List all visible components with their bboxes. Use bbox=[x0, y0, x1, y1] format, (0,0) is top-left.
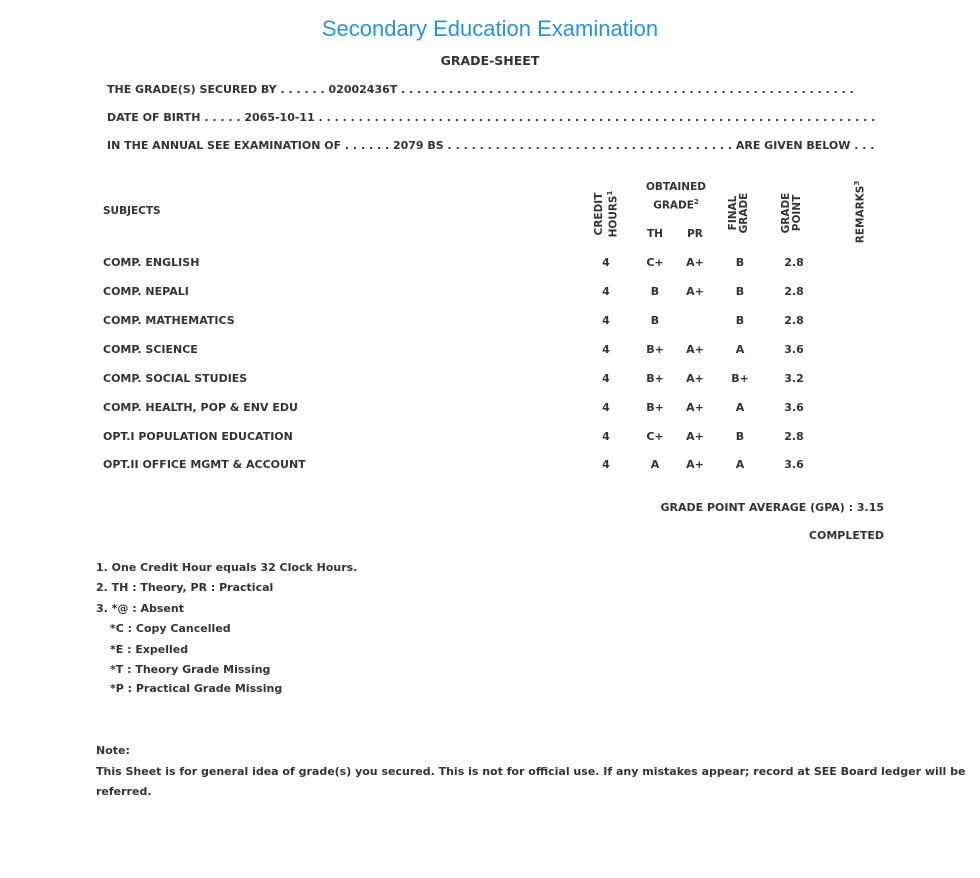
final-grade: B bbox=[735, 314, 745, 327]
practical-grade: A+ bbox=[686, 401, 704, 414]
subject-name: COMP. SOCIAL STUDIES bbox=[103, 372, 248, 385]
table-row bbox=[0, 401, 980, 417]
header-subjects: SUBJECTS bbox=[103, 205, 161, 217]
practical-grade: A+ bbox=[686, 372, 704, 385]
note-text-line1: This Sheet is for general idea of grade(s) you secured. This is not for official use. If any mistakes appear; record at SEE Board ledger will be bbox=[96, 765, 966, 778]
theory-grade: A bbox=[650, 458, 660, 471]
header-th: TH bbox=[647, 228, 663, 240]
header-pr: PR bbox=[687, 228, 703, 240]
footnote-1: 1. One Credit Hour equals 32 Clock Hours. bbox=[96, 561, 358, 574]
credit-hours: 4 bbox=[602, 458, 610, 471]
grade-point: 3.6 bbox=[784, 401, 804, 414]
theory-grade: B bbox=[650, 314, 660, 327]
grade-point: 3.6 bbox=[784, 458, 804, 471]
theory-grade: B+ bbox=[646, 372, 664, 385]
subject-name: COMP. NEPALI bbox=[103, 285, 189, 298]
practical-grade: A+ bbox=[686, 430, 704, 443]
header-obtained-grade bbox=[640, 198, 712, 212]
practical-grade: A+ bbox=[686, 343, 704, 356]
header-remarks bbox=[852, 172, 867, 252]
header-point-line2: POINT bbox=[791, 194, 803, 232]
header-obtained: OBTAINED bbox=[646, 181, 706, 193]
final-grade: A bbox=[735, 343, 745, 356]
note-text-line2: referred. bbox=[96, 785, 152, 798]
credit-hours: 4 bbox=[602, 430, 610, 443]
grade-point: 2.8 bbox=[784, 256, 804, 269]
page-subtitle: GRADE-SHEET bbox=[440, 53, 540, 68]
credit-hours: 4 bbox=[602, 256, 610, 269]
practical-grade: A+ bbox=[686, 285, 704, 298]
header-point-line1: GRADE bbox=[780, 192, 792, 234]
page-title: Secondary Education Examination bbox=[321, 16, 659, 41]
footnote-2: 2. TH : Theory, PR : Practical bbox=[96, 581, 274, 594]
final-grade: B bbox=[735, 256, 745, 269]
table-row bbox=[0, 314, 980, 330]
header-credit-sup: 1 bbox=[606, 190, 614, 196]
subject-name: OPT.I POPULATION EDUCATION bbox=[103, 430, 293, 443]
final-grade: A bbox=[735, 458, 745, 471]
theory-grade: C+ bbox=[646, 430, 664, 443]
table-row bbox=[0, 372, 980, 388]
subject-name: COMP. HEALTH, POP & ENV EDU bbox=[103, 401, 298, 414]
table-row bbox=[0, 458, 980, 474]
header-remarks-sup: 3 bbox=[853, 180, 861, 186]
subject-name: OPT.II OFFICE MGMT & ACCOUNT bbox=[103, 458, 306, 471]
info-exam-year: IN THE ANNUAL SEE EXAMINATION OF . . . . . . 2079 BS . . . . . . . . . . . . . . . . . . . . . . . . . . . . . . . . . . . . ARE GIVEN BELOW . . . bbox=[107, 139, 875, 152]
footnote-expelled: *E : Expelled bbox=[110, 643, 189, 656]
header-obtained-grade-label: GRADE bbox=[653, 199, 694, 212]
final-grade: B+ bbox=[731, 372, 749, 385]
table-row bbox=[0, 343, 980, 359]
practical-grade: A+ bbox=[686, 458, 704, 471]
subject-name: COMP. MATHEMATICS bbox=[103, 314, 235, 327]
grade-point: 3.6 bbox=[784, 343, 804, 356]
footnote-theory-missing: *T : Theory Grade Missing bbox=[110, 663, 271, 676]
gpa-summary: GRADE POINT AVERAGE (GPA) : 3.15 bbox=[660, 501, 884, 514]
grade-point: 2.8 bbox=[784, 285, 804, 298]
credit-hours: 4 bbox=[602, 314, 610, 327]
info-date-of-birth: DATE OF BIRTH . . . . . 2065-10-11 . . . . . . . . . . . . . . . . . . . . . . . . . . . . . . . . . . . . . . . . . . . . . . . . . . . . . . . . . . . . . . . . . . . . . . bbox=[107, 111, 876, 124]
practical-grade: A+ bbox=[686, 256, 704, 269]
table-row bbox=[0, 430, 980, 446]
theory-grade: B+ bbox=[646, 401, 664, 414]
header-credit-hours bbox=[594, 186, 618, 242]
footnote-3: 3. *@ : Absent bbox=[96, 602, 184, 615]
credit-hours: 4 bbox=[602, 285, 610, 298]
grade-point: 3.2 bbox=[784, 372, 804, 385]
header-final-line2: GRADE bbox=[738, 192, 750, 234]
header-grade-point bbox=[781, 185, 805, 241]
theory-grade: C+ bbox=[646, 256, 664, 269]
header-final-grade bbox=[728, 185, 752, 241]
subject-name: COMP. ENGLISH bbox=[103, 256, 200, 269]
theory-grade: B+ bbox=[646, 343, 664, 356]
header-obtained-sup: 2 bbox=[693, 198, 699, 206]
footnote-copy-cancelled: *C : Copy Cancelled bbox=[110, 622, 231, 635]
grade-point: 2.8 bbox=[784, 314, 804, 327]
header-remarks-label: REMARKS bbox=[854, 185, 867, 244]
final-grade: B bbox=[735, 430, 745, 443]
subject-name: COMP. SCIENCE bbox=[103, 343, 198, 356]
credit-hours: 4 bbox=[602, 343, 610, 356]
footnote-practical-missing: *P : Practical Grade Missing bbox=[110, 682, 283, 695]
info-grade-secured: THE GRADE(S) SECURED BY . . . . . . 02002436T . . . . . . . . . . . . . . . . . . . . . . . . . . . . . . . . . . . . . . . . . . . . . . . . . . . . . . . . . bbox=[107, 83, 854, 96]
result-status: COMPLETED bbox=[808, 529, 884, 542]
note-label: Note: bbox=[96, 744, 130, 757]
credit-hours: 4 bbox=[602, 372, 610, 385]
header-final-line1: FINAL bbox=[727, 195, 739, 231]
final-grade: B bbox=[735, 285, 745, 298]
credit-hours: 4 bbox=[602, 401, 610, 414]
theory-grade: B bbox=[650, 285, 660, 298]
table-row bbox=[0, 285, 980, 301]
header-credit-line2: HOURS bbox=[607, 195, 620, 238]
header-credit-line1: CREDIT bbox=[593, 192, 605, 236]
final-grade: A bbox=[735, 401, 745, 414]
table-row bbox=[0, 256, 980, 272]
grade-point: 2.8 bbox=[784, 430, 804, 443]
